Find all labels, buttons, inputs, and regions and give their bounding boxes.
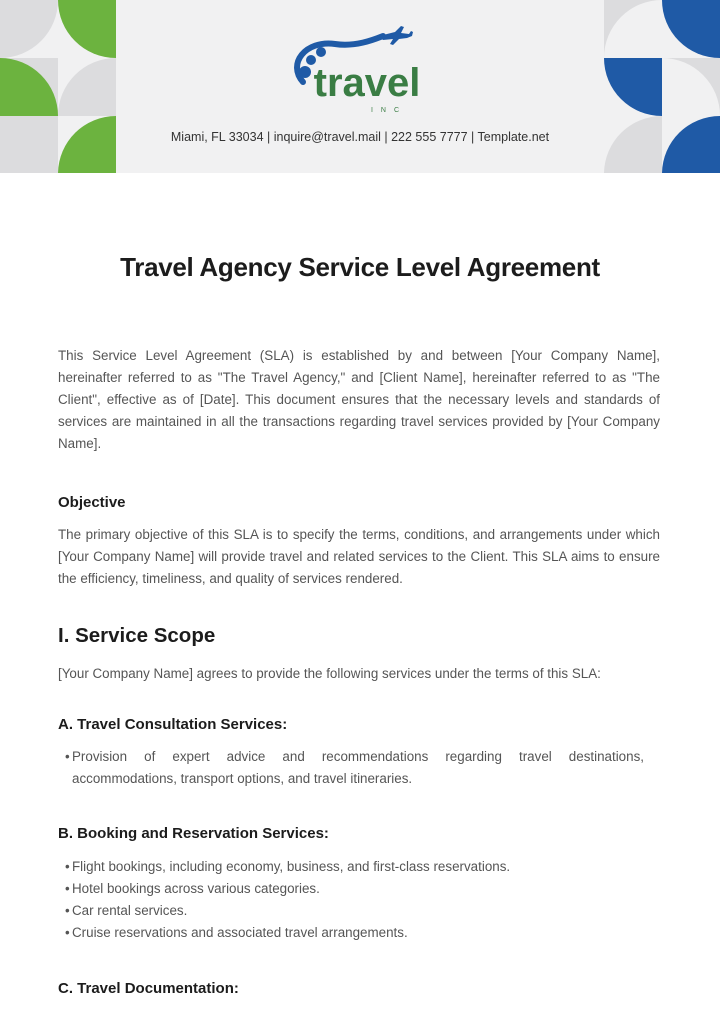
subsection-b-heading: B. Booking and Reservation Services: xyxy=(58,825,329,842)
document-title: Travel Agency Service Level Agreement xyxy=(120,252,600,282)
logo-subtitle: INC xyxy=(370,107,408,114)
letterhead xyxy=(0,0,720,173)
list-item: • Hotel bookings across various categories. xyxy=(65,878,644,900)
list-item: • Car rental services. xyxy=(65,900,644,922)
subsection-b-list xyxy=(58,856,660,944)
service-scope-paragraph: [Your Company Name] agrees to provide the following services under the terms of this SLA: xyxy=(58,666,601,681)
logo-wordmark: travel xyxy=(313,61,421,105)
subsection-c-heading: C. Travel Documentation: xyxy=(58,980,239,997)
document-body xyxy=(58,345,660,997)
travel-logo xyxy=(0,22,720,122)
subsection-a-heading: A. Travel Consultation Services: xyxy=(58,716,288,733)
list-item: • Cruise reservations and associated travel arrangements. xyxy=(65,922,644,944)
service-scope-heading: I. Service Scope xyxy=(58,624,216,647)
intro-paragraph: This Service Level Agreement (SLA) is established by and between [Your Company Name], hereinafter referred to as "The Travel Agency," and [Client Name], hereinafter referred to as "The Client", effective as of [Date]. This document ensures that the necessary levels and standards of services are maintained in all the transactions regarding travel services provided by [Your Company Name]. xyxy=(58,348,660,451)
objective-paragraph: The primary objective of this SLA is to specify the terms, conditions, and arrangements under which [Your Company Name] will provide travel and related services to the Client. This SLA aims to ensure the efficiency, timeliness, and quality of services rendered. xyxy=(58,527,660,586)
list-item: • Provision of expert advice and recommendations regarding travel destinations, accommodations, transport options, and travel itineraries. xyxy=(65,746,644,790)
contact-line: Miami, FL 33034 | inquire@travel.mail | 222 555 7777 | Template.net xyxy=(170,130,550,144)
airplane-logo-icon xyxy=(275,22,445,117)
objective-heading: Objective xyxy=(58,494,126,511)
list-item: • Flight bookings, including economy, business, and first-class reservations. xyxy=(65,856,644,878)
subsection-a-list xyxy=(58,746,660,790)
